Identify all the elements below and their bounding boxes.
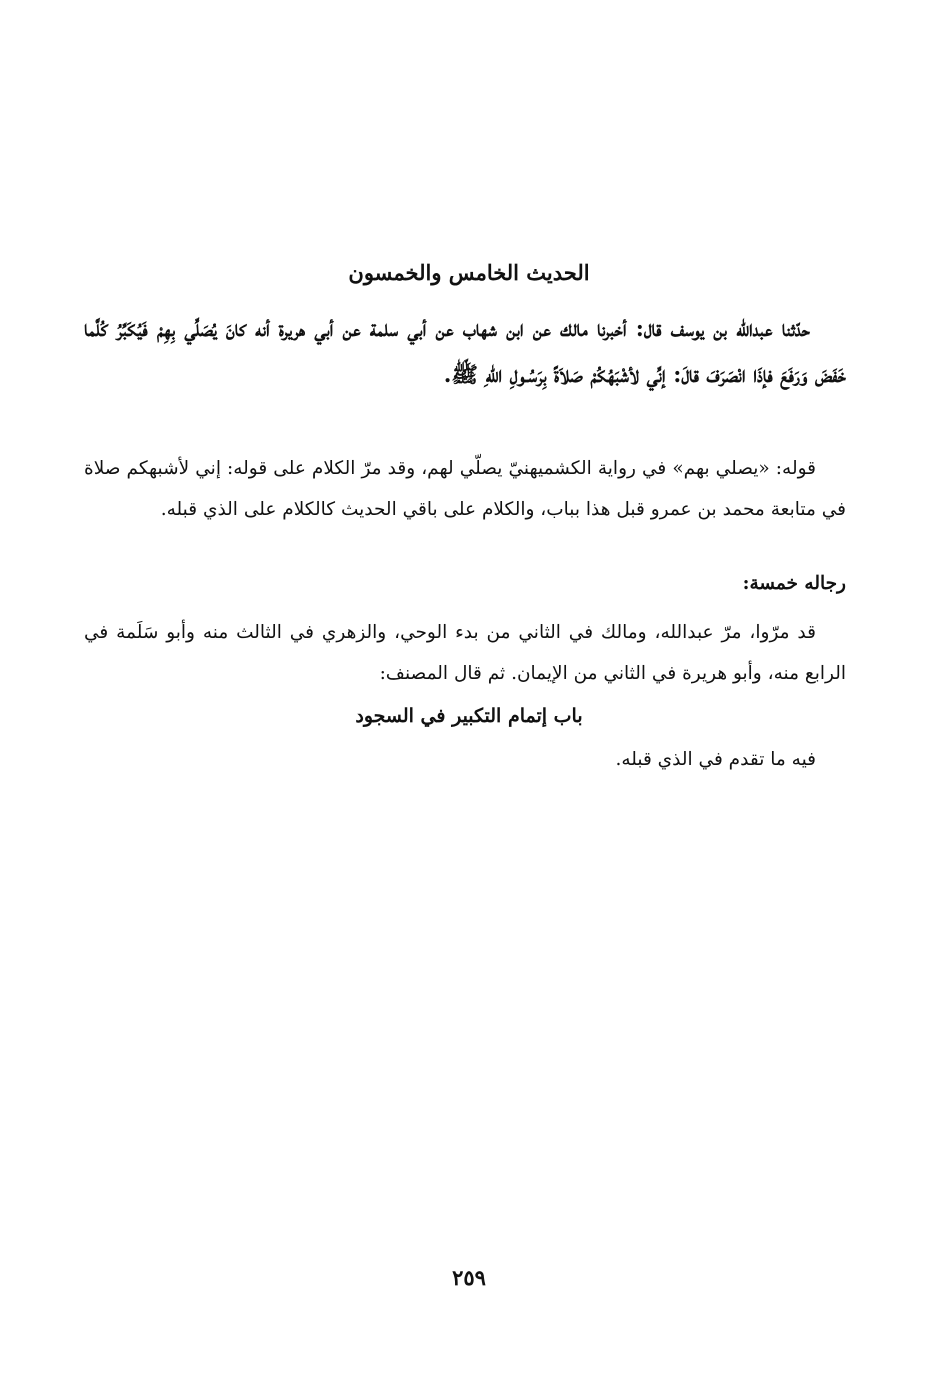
hadith-title: الحديث الخامس والخمسون — [348, 260, 590, 285]
narrators-paragraph: قد مرّوا، مرّ عبدالله، ومالك في الثاني من بدء الوحي، والزهري في الثالث منه وأبو سَلَمة في الرابع منه، وأبو هريرة في الثاني من الإيمان. ثم قال المصنف: — [84, 622, 846, 684]
page-number: ٢٥٩ — [452, 1265, 486, 1290]
chapter-heading: باب إتمام التكبير في السجود — [355, 705, 583, 727]
narrators-heading: رجاله خمسة: — [742, 573, 846, 594]
commentary-paragraph: قوله: «يصلي بهم» في رواية الكشميهنيّ يصلّي لهم، وقد مرّ الكلام على قوله: إني لأشبهكم صلاة في متابعة محمد بن عمرو قبل هذا بباب، والكلام على باقي الحديث كالكلام على الذي قبله. — [84, 458, 846, 520]
chapter-note: فيه ما تقدم في الذي قبله. — [615, 749, 816, 770]
hadith-text: حدّثنا عبدالله بن يوسف قال: أخبرنا مالك عن ابن شهاب عن أبي سلمة عن أبي هريرة أنه كانَ يُصَلِّي بِهِمْ فَيُكَبِّرُ كُلَّما خَفَضَ وَرَفَعَ فإذَا انْصَرَفَ قالَ: إنِّي لأشْبَهُكُمْ صَلاَةً بِرَسُـولِ اللهِ ﷺ. — [84, 316, 846, 388]
